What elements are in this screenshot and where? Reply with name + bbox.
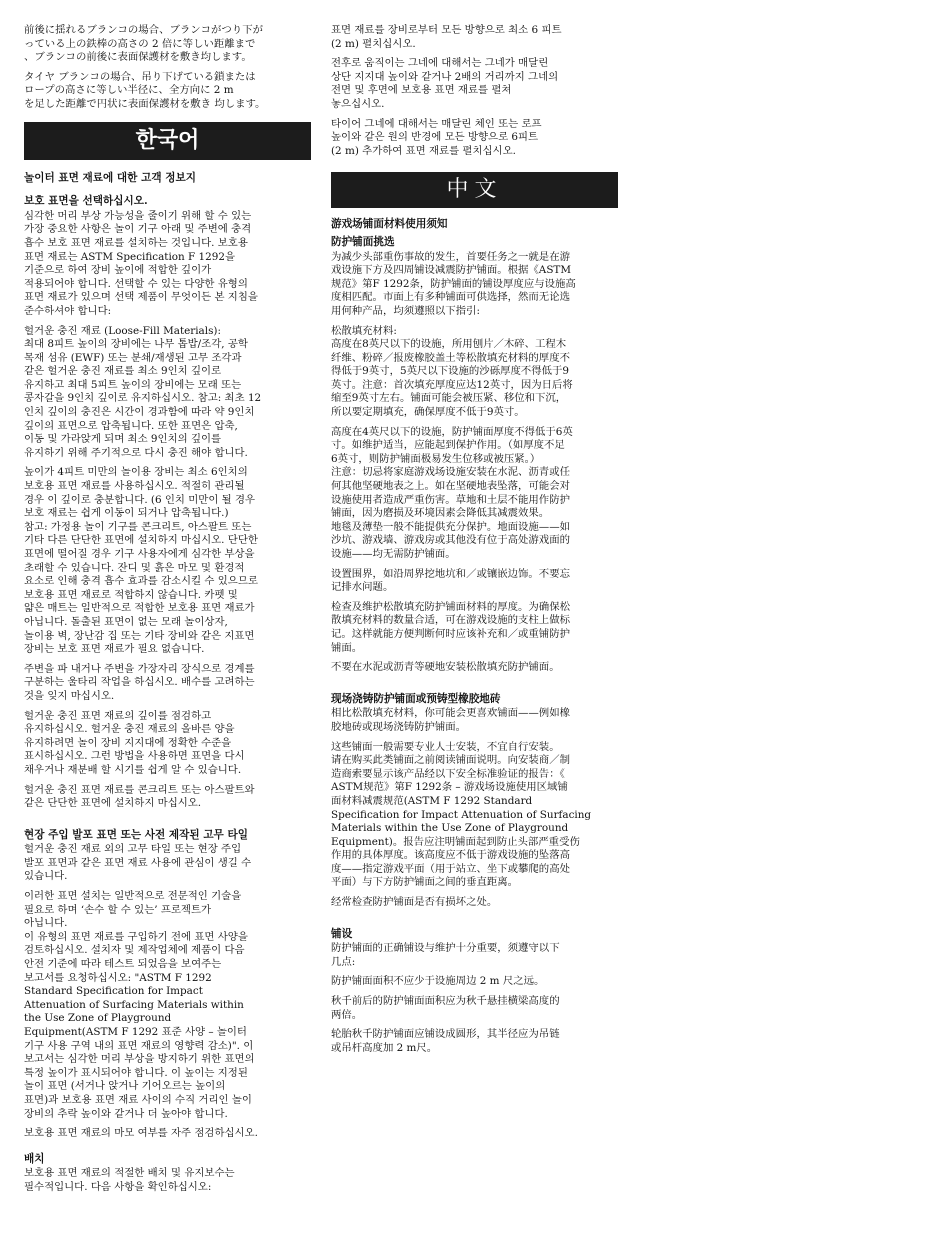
ja-paragraph: 前後に揺れるブランコの場合、ブランコがつり下が っている上の鉄棒の高さの 2 倍に等しい距離まで 、ブランコの前後に表面保護材を敷き均します。 <box>24 24 263 64</box>
section-heading: 铺设 <box>331 927 353 940</box>
chinese-section-banner: 中文 <box>331 172 618 208</box>
body-paragraph: 秋千前后的防护铺面面积应为秋千悬挂横梁高度的 两倍。 <box>331 995 560 1021</box>
body-paragraph: 这些铺面一般需要专业人士安装，不宜自行安装。 请在购买此类铺面之前阅读铺面说明。向安装商／制 造商索要显示该产品经以下安全标准验证的报告：《 ASTM规范》第F 1292条 – 游戏场设施使用区域铺 面材料减震规范(ASTM F 1292 Standard Specification for Impact Attenuation of Surfacing Materials within the Use Zone of Playground Equipment)。报告应注明铺面起到防止头部严重受伤 作用的具体厚度。该高度应不低于游戏设施的坠落高 度——指定游戏平面（用于站立、坐下或攀爬的高处 平面）与下方防护铺面之间的垂直距离。 <box>331 740 592 889</box>
korean-document-title: 놀이터 표면 재료에 대한 고객 정보지 <box>24 171 196 184</box>
section-heading: 현장 주입 발포 표면 또는 사전 제작된 고무 타일 <box>24 828 248 841</box>
korean-section-banner: 한국어 <box>24 122 311 160</box>
body-paragraph: 为减少头部重伤事故的发生，首要任务之一就是在游 戏设施下方及四周铺设减震防护铺面。根据《ASTM 规范》第F 1292条，防护铺面的铺设厚度应与设施高 度相匹配。市面上有多种铺面可供选择，然而无论选 用何种产品，均须遵照以下指引: <box>331 250 576 317</box>
section-heading: 보호 표면을 선택하십시오. <box>24 195 148 208</box>
body-paragraph: 표면 재료를 장비로부터 모든 방향으로 최소 6 피트 (2 m) 펼치십시오. <box>331 24 562 50</box>
body-paragraph: 전후로 움직이는 그네에 대해서는 그네가 매달린 상단 지지대 높이와 같거나 2배의 거리까지 그네의 전면 및 후면에 보호용 표면 재료를 펼쳐 놓으십시오. <box>331 57 559 110</box>
body-paragraph: 헐거운 충진 표면 재료를 콘크리트 또는 아스팔트와 같은 단단한 표면에 설치하지 마십시오. <box>24 783 255 810</box>
body-paragraph: 보호용 표면 재료의 마모 여부를 자주 점검하십시오. <box>24 1127 258 1140</box>
body-paragraph: 심각한 머리 부상 가능성을 줄이기 위해 할 수 있는 가장 중요한 사항은 놀이 기구 아래 및 주변에 충격 흡수 보호 표면 재료를 설치하는 것입니다. 보호용 표면 재료는 ASTM Specification F 1292을 기준으로 하여 장비 높이에 적합한 깊이가 적용되어야 합니다. 선택할 수 있는 다양한 유형의 표면 재료가 있으며 선택 제품이 무엇이든 본 지침을 준수하셔야 합니다: <box>24 209 258 317</box>
body-paragraph: 经常检查防护铺面是否有损坏之处。 <box>331 896 498 909</box>
body-paragraph: 타이어 그네에 대해서는 매달린 체인 또는 로프 높이와 같은 원의 반경에 모든 방향으로 6피트 (2 m) 추가하여 표면 재료를 펼치십시오. <box>331 117 542 157</box>
body-paragraph: 高度在4英尺以下的设施，防护铺面厚度不得低于6英 寸。如维护适当，应能起到保护作用。（如厚度不足 6英寸，则防护铺面极易发生位移或被压紧。） 注意：切忌将家庭游戏场设施安装在水泥、沥青或任 何其他坚硬地表之上。如在坚硬地表坠落，可能会对 设施使用者造成严重伤害。草地和土层不能用作防护 铺面，因为磨损及环境因素会降低其减震效果。 地毯及薄垫一般不能提供充分保护。地面设施——如 沙坑、游戏墙、游戏房或其他没有位于高处游戏面的 设施——均无需防护铺面。 <box>331 425 573 560</box>
body-paragraph: 防护铺面的正确铺设与维护十分重要，须遵守以下 几点: <box>331 942 560 968</box>
body-paragraph: 헐거운 충진 표면 재료의 깊이를 점검하고 유지하십시오. 헐거운 충진 재료의 올바른 양을 유지하려면 놀이 장비 지지대에 정확한 수준을 표시하십시오. 그런 방법을 사용하면 표면을 다시 채우거나 재분배 할 시기를 쉽게 알 수 있습니다. <box>24 709 245 776</box>
body-paragraph: 松散填充材料: 高度在8英尺以下的设施，所用刨片／木碎、工程木 纤维、粉碎／报废橡胶盖土等松散填充材料的厚度不 得低于9英寸，5英尺以下设施的沙砾厚度不得低于9 英寸。注意：首次填充厚度应达12英寸，因为日后将 缩至9英寸左右。铺面可能会被压紧、移位和下沉， 所以要定期填充，确保厚度不低于9英寸。 <box>331 324 573 419</box>
section-heading: 배치 <box>24 1152 45 1165</box>
ja-paragraph: タイヤ ブランコの場合、吊り下げている鎖または ロープの高さに等しい半径に、全方向に 2 m を足した距離で円状に表面保護材を敷き 均します。 <box>24 70 266 110</box>
body-paragraph: 不要在水泥或沥青等硬地安装松散填充防护铺面。 <box>331 661 560 674</box>
left-column <box>24 0 311 1201</box>
body-paragraph: 防护铺面面积不应少于设施周边 2 m 尺之远。 <box>331 975 545 988</box>
body-paragraph: 이러한 표면 설치는 일반적으로 전문적인 기술을 필요로 하며 ‘손수 할 수 있는’ 프로젝트가 아닙니다. 이 유형의 표면 재료를 구입하기 전에 표면 사양을 검토하십시오. 설치자 및 제작업체에 제품이 다음 안전 기준에 따라 테스트 되었음을 보여주는 보고서를 요청하십시오: "ASTM F 1292 Standard Specification for Impact Attenuation of Surfacing Materials within the Use Zone of Playground Equipment(ASTM F 1292 표준 사양 – 놀이터 기구 사용 구역 내의 표면 재료의 영향력 감소)". 이 보고서는 심각한 머리 부상을 방지하기 위한 표면의 특정 높이가 표시되어야 합니다. 이 높이는 지정된 놀이 표면 (서거나 앉거나 기어오르는 높이의 표면)과 보호용 표면 재료 사이의 수직 거리인 놀이 장비의 추락 높이와 같거나 더 높아야 합니다. <box>24 890 255 1120</box>
body-paragraph: 检查及维护松散填充防护铺面材料的厚度。为确保松 散填充材料的数量合适，可在游戏设施的支柱上做标 记。这样就能方便判断何时应该补充和／或重铺防护 铺面。 <box>331 600 570 654</box>
section-heading: 防护铺面挑选 <box>331 235 395 248</box>
body-paragraph: 헐거운 충진 재료 외의 고무 타일 또는 현장 주입 발포 표면과 같은 표면 재료 사용에 관심이 생길 수 있습니다. <box>24 843 252 883</box>
body-paragraph: 设置围界，如沿周界挖地坑和／或镶嵌边饰。不要忘 记排水问题。 <box>331 567 570 594</box>
body-paragraph: 높이가 4피트 미만의 놀이용 장비는 최소 6인치의 보호용 표면 재료를 사용하십시오. 적절히 관리될 경우 이 깊이로 충분합니다. (6 인치 미만이 될 경우 보호 재료는 쉽게 이동이 되거나 압축됩니다.) 참고: 가정용 놀이 기구를 콘크리트, 아스팔트 또는 기타 다른 단단한 표면에 설치하지 마십시오. 단단한 표면에 떨어질 경우 기구 사용자에게 심각한 부상을 초래할 수 있습니다. 잔디 및 흙은 마모 및 환경적 요소로 인해 충격 흡수 효과를 감소시킬 수 있으므로 보호용 표면 재료로 적합하지 않습니다. 카펫 및 얇은 매트는 일반적으로 적합한 보호용 표면 재료가 아닙니다. 돌출된 표면이 없는 모래 놀이상자, 놀이용 벽, 장난감 집 또는 기타 장비와 같은 지표면 장비는 보호 표면 재료가 필요 없습니다. <box>24 466 258 656</box>
body-paragraph: 헐거운 충진 재료 (Loose-Fill Materials): 최대 8피트 높이의 장비에는 나무 톱밥/조각, 공학 목재 섬유 (EWF) 또는 분쇄/재생된 고무 조각과 같은 헐거운 충진 재료를 최소 9인치 깊이로 유지하고 최대 5피트 높이의 장비에는 모래 또는 콩자갈을 9인치 깊이로 유지하십시오. 참고: 최초 12 인치 깊이의 충진은 시간이 경과함에 따라 약 9인치 깊이의 표면으로 압축됩니다. 또한 표면은 압축, 이동 및 가라앉게 되며 최소 9인치의 깊이를 유지하기 위해 주기적으로 다시 충진 해야 합니다. <box>24 324 262 459</box>
body-paragraph: 相比松散填充材料，你可能会更喜欢铺面——例如橡 胶地砖或现场浇铸防护铺面。 <box>331 707 570 733</box>
right-column <box>331 0 618 1061</box>
body-paragraph: 주변을 파 내거나 주변을 가장자리 장식으로 경계를 구분하는 울타리 작업을 하십시오. 배수를 고려하는 것을 잊지 마십시오. <box>24 662 255 702</box>
section-heading: 现场浇铸防护铺面或预铸型橡胶地砖 <box>331 692 501 705</box>
body-paragraph: 轮胎秋千防护铺面应铺设成圆形，其半径应为吊链 或吊杆高度加 2 m尺。 <box>331 1028 560 1054</box>
chinese-document-title: 游戏场铺面材料使用须知 <box>331 218 448 231</box>
body-paragraph: 보호용 표면 재료의 적절한 배치 및 유지보수는 필수적입니다. 다음 사항을 확인하십시오: <box>24 1167 235 1193</box>
